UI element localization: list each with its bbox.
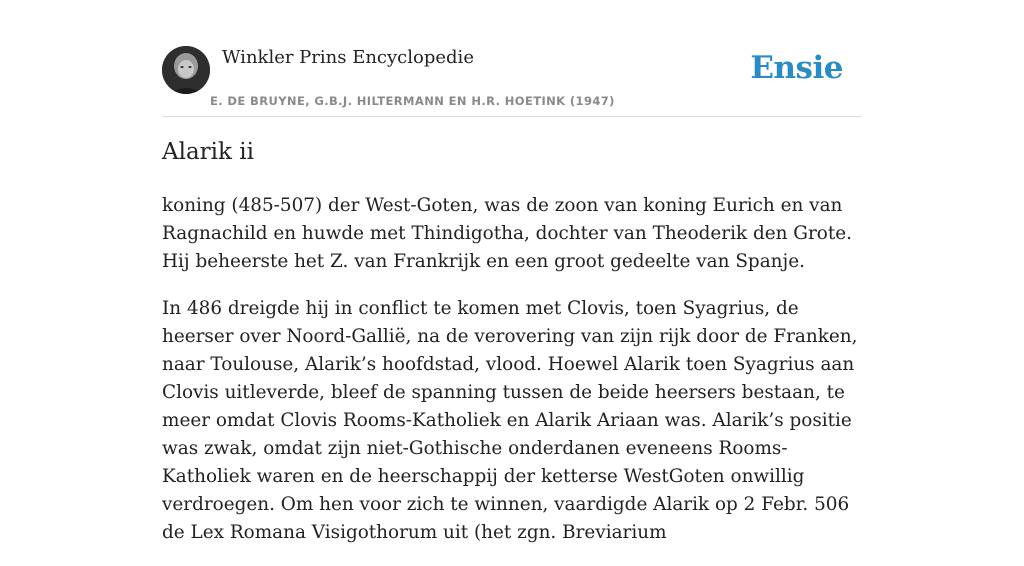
article-paragraph: In 486 dreigde hij in conflict te komen met Clovis, toen Syagrius, de heerser over Noord-Gallië, na de verovering van zijn rijk door de Franken, naar Toulouse, Alarik’s hoofdstad, vlood. Hoewel Alarik toen Syagrius aan Clovis uitleverde, bleef de spanning tussen de beide heersers bestaan, te meer omdat Clovis Rooms-Katholiek en Alarik Ariaan was. Alarik’s positie was zwak, omdat zijn niet-Gothische onderdanen eveneens Rooms-Katholiek waren en de heerschappij der ketterse WestGoten onwillig verdroegen. Om hen voor zich te winnen, vaardigde Alarik op 2 Febr. 506 de Lex Romana Visigothorum uit (het zgn. Breviarium [162,298,858,543]
article-title: Alarik ii [162,139,254,165]
source-authors: E. DE BRUYNE, G.B.J. HILTERMANN EN H.R. HOETINK (1947) [210,94,615,108]
author-avatar[interactable] [162,46,210,94]
ensie-logo[interactable]: Ensie [750,50,843,86]
source-header [162,38,862,117]
article-body [162,192,862,566]
source-title[interactable]: Winkler Prins Encyclopedie [222,47,474,68]
author-portrait-icon [162,46,210,94]
article-paragraph: koning (485-507) der West-Goten, was de zoon van koning Eurich en van Ragnachild en huwde met Thindigotha, dochter van Theoderik den Grote. Hij beheerste het Z. van Frankrijk en een groot gedeelte van Spanje. [162,195,852,272]
